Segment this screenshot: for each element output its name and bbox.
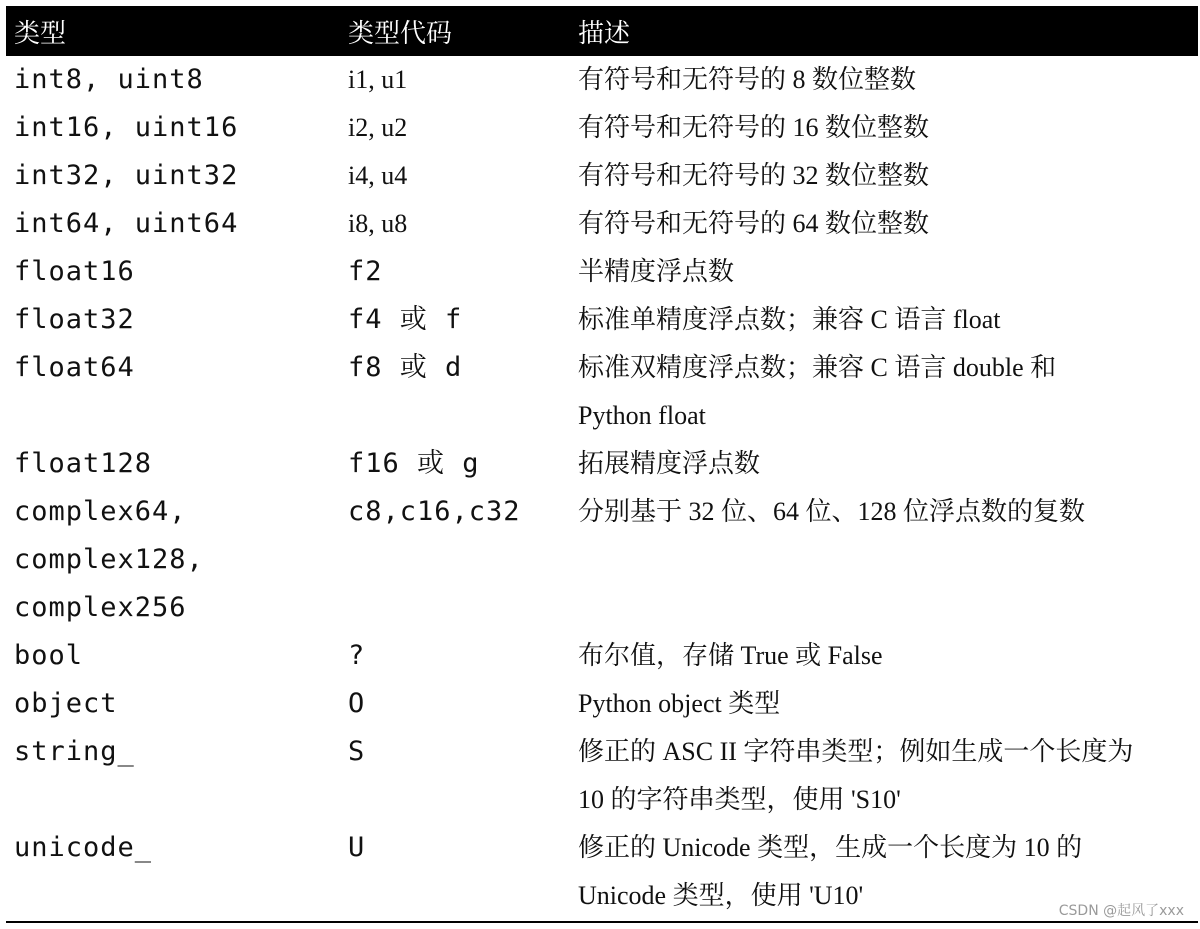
- table-row: [6, 680, 1198, 728]
- type-cell: [6, 824, 340, 920]
- code-text: O: [348, 688, 366, 719]
- desc-text: 分别基于 32 位、64 位、128 位浮点数的复数: [578, 497, 1086, 526]
- table-row: [6, 728, 1198, 824]
- type-cell: [6, 344, 340, 440]
- table-row: [6, 104, 1198, 152]
- code-text: ?: [348, 640, 366, 671]
- code-text: i8, u8: [348, 209, 408, 238]
- desc-cell: [570, 680, 1198, 728]
- code-text: S: [348, 736, 366, 767]
- watermark: CSDN @起风了xxx: [1058, 903, 1184, 919]
- code-cell: [340, 728, 570, 824]
- desc-text: 有符号和无符号的 16 数位整数: [578, 113, 930, 142]
- type-text: string_: [14, 736, 135, 767]
- desc-cell: [570, 200, 1198, 248]
- header-type: 类型: [6, 6, 340, 56]
- table-row: [6, 56, 1198, 104]
- desc-text: 布尔值，存储 True 或 False: [578, 641, 883, 670]
- desc-text: Python object 类型: [578, 689, 781, 718]
- table-row: [6, 200, 1198, 248]
- desc-cell: [570, 104, 1198, 152]
- code-text: f2: [348, 256, 383, 287]
- desc-text: 半精度浮点数: [578, 257, 735, 286]
- desc-cell: [570, 296, 1198, 344]
- table-header: [6, 6, 1198, 56]
- dtype-table: [6, 6, 1198, 920]
- type-text: complex256: [14, 592, 187, 623]
- desc-text: 标准单精度浮点数；兼容 C 语言 float: [578, 305, 1001, 334]
- code-cell: [340, 152, 570, 200]
- type-cell: [6, 440, 340, 488]
- type-cell: [6, 680, 340, 728]
- type-text: unicode_: [14, 832, 153, 863]
- desc-cell: [570, 56, 1198, 104]
- code-cell: [340, 200, 570, 248]
- type-text: float64: [14, 352, 135, 383]
- desc-text: 有符号和无符号的 8 数位整数: [578, 65, 917, 94]
- table-row: [6, 344, 1198, 440]
- type-text: int64, uint64: [14, 208, 239, 239]
- code-cell: [340, 248, 570, 296]
- code-cell: [340, 344, 570, 440]
- type-text: object: [14, 688, 118, 719]
- type-text: int32, uint32: [14, 160, 239, 191]
- code-cell: [340, 440, 570, 488]
- table-row: [6, 440, 1198, 488]
- type-cell: [6, 488, 340, 632]
- table-row: [6, 152, 1198, 200]
- code-text: U: [348, 832, 366, 863]
- type-cell: [6, 56, 340, 104]
- code-text: f16 或 g: [348, 448, 480, 479]
- code-text: i2, u2: [348, 113, 408, 142]
- desc-text: Python float: [578, 401, 706, 430]
- code-cell: [340, 632, 570, 680]
- type-text: float32: [14, 304, 135, 335]
- type-cell: [6, 248, 340, 296]
- type-text: float16: [14, 256, 135, 287]
- type-cell: [6, 104, 340, 152]
- table-row: [6, 248, 1198, 296]
- code-text: i4, u4: [348, 161, 408, 190]
- code-cell: [340, 680, 570, 728]
- type-text: complex64,: [14, 496, 187, 527]
- code-text: f8 或 d: [348, 352, 463, 383]
- desc-text: 拓展精度浮点数: [578, 449, 761, 478]
- table-row: [6, 632, 1198, 680]
- code-text: c8,c16,c32: [348, 496, 521, 527]
- desc-text: 有符号和无符号的 64 数位整数: [578, 209, 930, 238]
- desc-cell: [570, 344, 1198, 440]
- header-description: 描述: [570, 6, 1198, 56]
- code-cell: [340, 824, 570, 920]
- code-cell: [340, 104, 570, 152]
- desc-text: 标准双精度浮点数；兼容 C 语言 double 和: [578, 353, 1057, 382]
- desc-cell: [570, 152, 1198, 200]
- desc-cell: [570, 632, 1198, 680]
- header-type-code: 类型代码: [340, 6, 570, 56]
- desc-text: Unicode 类型，使用 'U10': [578, 881, 864, 910]
- type-text: float128: [14, 448, 153, 479]
- desc-cell: [570, 488, 1198, 632]
- desc-text: 修正的 Unicode 类型，生成一个长度为 10 的: [578, 833, 1083, 862]
- desc-cell: [570, 728, 1198, 824]
- type-cell: [6, 152, 340, 200]
- header-row: [6, 6, 1198, 56]
- type-text: complex128,: [14, 544, 204, 575]
- desc-cell: [570, 248, 1198, 296]
- type-cell: [6, 296, 340, 344]
- desc-text: 有符号和无符号的 32 数位整数: [578, 161, 930, 190]
- desc-text: 10 的字符串类型，使用 'S10': [578, 785, 901, 814]
- code-cell: [340, 488, 570, 632]
- type-cell: [6, 632, 340, 680]
- type-cell: [6, 728, 340, 824]
- table-row: [6, 488, 1198, 632]
- desc-text: 修正的 ASC II 字符串类型；例如生成一个长度为: [578, 737, 1134, 766]
- desc-cell: [570, 440, 1198, 488]
- table-row: [6, 296, 1198, 344]
- code-text: i1, u1: [348, 65, 408, 94]
- type-text: int8, uint8: [14, 64, 204, 95]
- table-bottom-rule: [6, 921, 1198, 923]
- code-text: f4 或 f: [348, 304, 463, 335]
- code-cell: [340, 56, 570, 104]
- type-cell: [6, 200, 340, 248]
- code-cell: [340, 296, 570, 344]
- table-row: [6, 824, 1198, 920]
- table-body: [6, 56, 1198, 920]
- type-text: int16, uint16: [14, 112, 239, 143]
- type-text: bool: [14, 640, 84, 671]
